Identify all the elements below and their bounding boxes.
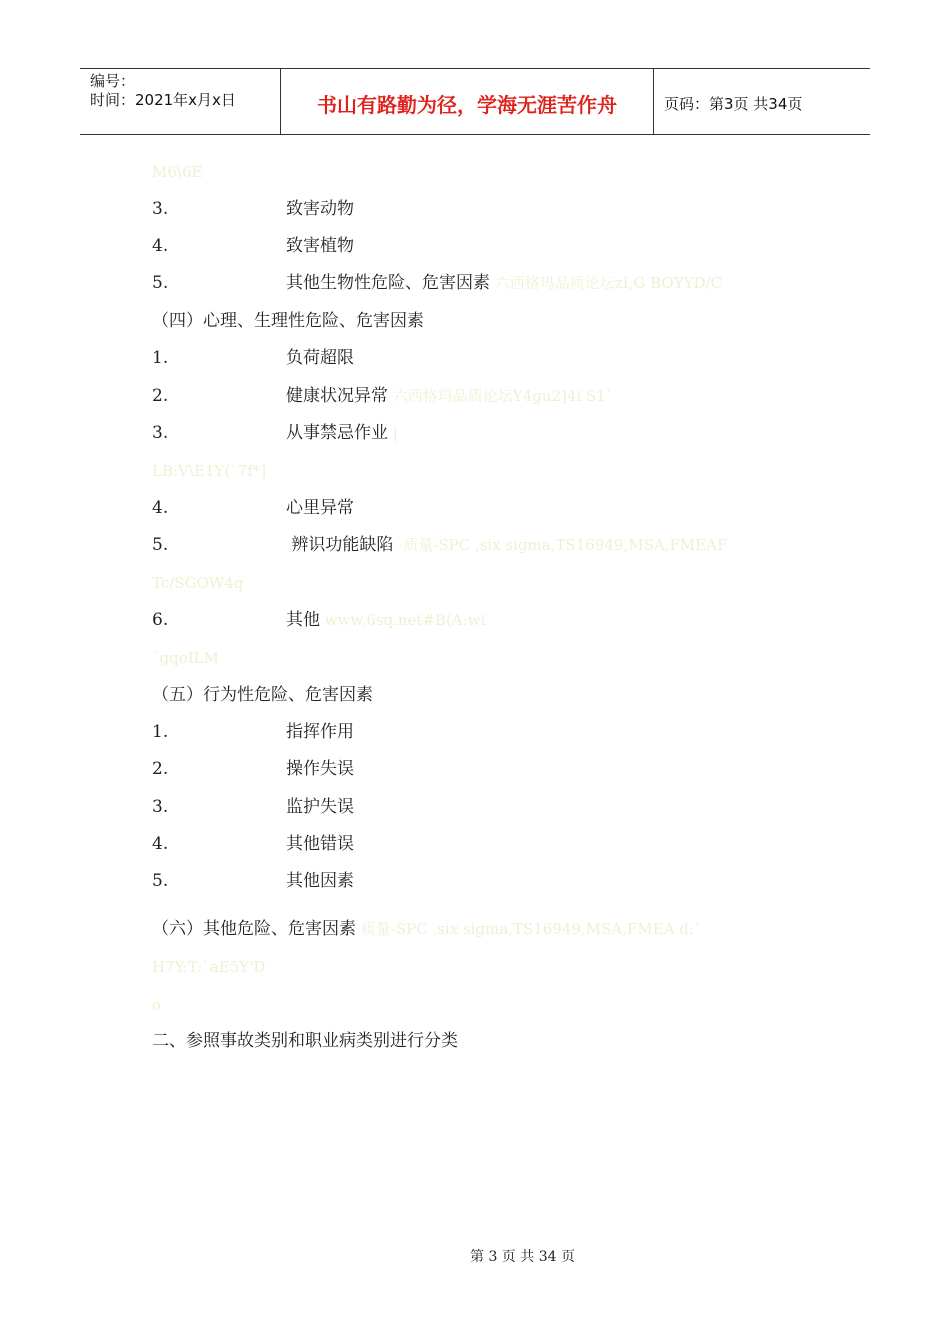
list-item-text: 操作失误 [286, 759, 354, 779]
watermark-text: 六西格玛品质论坛zI,G BOYYD/C [490, 274, 723, 292]
text-line [152, 869, 354, 893]
text-line [152, 533, 727, 557]
text-line [152, 683, 373, 707]
text-line [152, 384, 613, 408]
watermark-text: o [152, 996, 162, 1014]
list-item-text: 监护失误 [286, 797, 354, 817]
list-item-text: 其他因素 [286, 871, 354, 891]
list-number: 4. [152, 834, 169, 854]
text-line [152, 1029, 458, 1053]
watermark-text: 质量-SPC ,six sigma,TS16949,MSA,FMEA d:` [356, 920, 702, 938]
list-item-text: 其他 [286, 610, 320, 630]
page-header [80, 68, 870, 135]
list-number: 2. [152, 386, 169, 406]
text-line [152, 346, 354, 370]
text-line [152, 993, 161, 1017]
header-left-cell [80, 69, 281, 134]
list-item-text: 心里异常 [286, 498, 354, 518]
watermark-text: H7Y:T:`aE5Y'D [152, 958, 266, 976]
list-item-text: 二、参照事故类别和职业病类别进行分类 [152, 1031, 458, 1051]
list-number: 3. [152, 199, 169, 219]
page-footer [0, 1246, 950, 1266]
list-number: 5. [152, 273, 169, 293]
watermark-text: -质量-SPC ,six sigma,TS16949,MSA,FMEAF [393, 536, 728, 554]
header-time-label: 时间：2021年x月x日 [90, 91, 236, 109]
header-number-label: 编号： [90, 72, 136, 90]
text-line [152, 955, 265, 979]
list-item-text: （五）行为性危险、危害因素 [152, 685, 373, 705]
watermark-text: | [388, 424, 398, 442]
watermark-text: 六西格玛品质论坛Y4gu2]4i S1` [388, 387, 614, 405]
text-line [152, 160, 202, 184]
list-item-text: 辨识功能缺陷 [286, 535, 394, 555]
list-number: 4. [152, 236, 169, 256]
text-line [152, 234, 354, 258]
list-number: 5. [152, 871, 169, 891]
list-number: 5. [152, 535, 169, 555]
list-item-text: 指挥作用 [286, 722, 354, 742]
list-number: 6. [152, 610, 169, 630]
list-item-text: 其他错误 [286, 834, 354, 854]
text-line [152, 271, 722, 295]
footer-page-number: 第 3 页 共 34 页 [470, 1249, 575, 1265]
watermark-text: M6\6E [152, 163, 203, 181]
text-line [152, 571, 243, 595]
list-item-text: 健康状况异常 [286, 386, 388, 406]
text-line [152, 421, 398, 445]
list-number: 2. [152, 759, 169, 779]
list-item-text: （四）心理、生理性危险、危害因素 [152, 311, 424, 331]
list-number: 3. [152, 423, 169, 443]
text-line [152, 459, 266, 483]
text-line [152, 608, 485, 632]
text-line [152, 757, 354, 781]
list-number: 3. [152, 797, 169, 817]
list-item-text: 致害动物 [286, 199, 354, 219]
text-line [152, 309, 424, 333]
text-line [152, 917, 701, 941]
watermark-text: `gqoILM [152, 649, 219, 667]
header-motto: 书山有路勤为径，学海无涯苦作舟 [281, 69, 654, 134]
list-number: 1. [152, 348, 169, 368]
list-number: 4. [152, 498, 169, 518]
list-item-text: 负荷超限 [286, 348, 354, 368]
text-line [152, 832, 354, 856]
header-page-label: 页码：第3页 共34页 [664, 95, 803, 113]
watermark-text: LB:V\E1Y(`7f*] [152, 462, 267, 480]
text-line [152, 496, 354, 520]
watermark-text: Tc/SGOW4q [152, 574, 244, 592]
text-line [152, 795, 354, 819]
list-number: 1. [152, 722, 169, 742]
text-line [152, 197, 354, 221]
watermark-text: www.6sq.net#B(A:wi [320, 611, 486, 629]
text-line [152, 646, 219, 670]
list-item-text: 其他生物性危险、危害因素 [286, 273, 490, 293]
list-item-text: （六）其他危险、危害因素 [152, 919, 356, 939]
text-line [152, 720, 354, 744]
list-item-text: 从事禁忌作业 [286, 423, 388, 443]
list-item-text: 致害植物 [286, 236, 354, 256]
